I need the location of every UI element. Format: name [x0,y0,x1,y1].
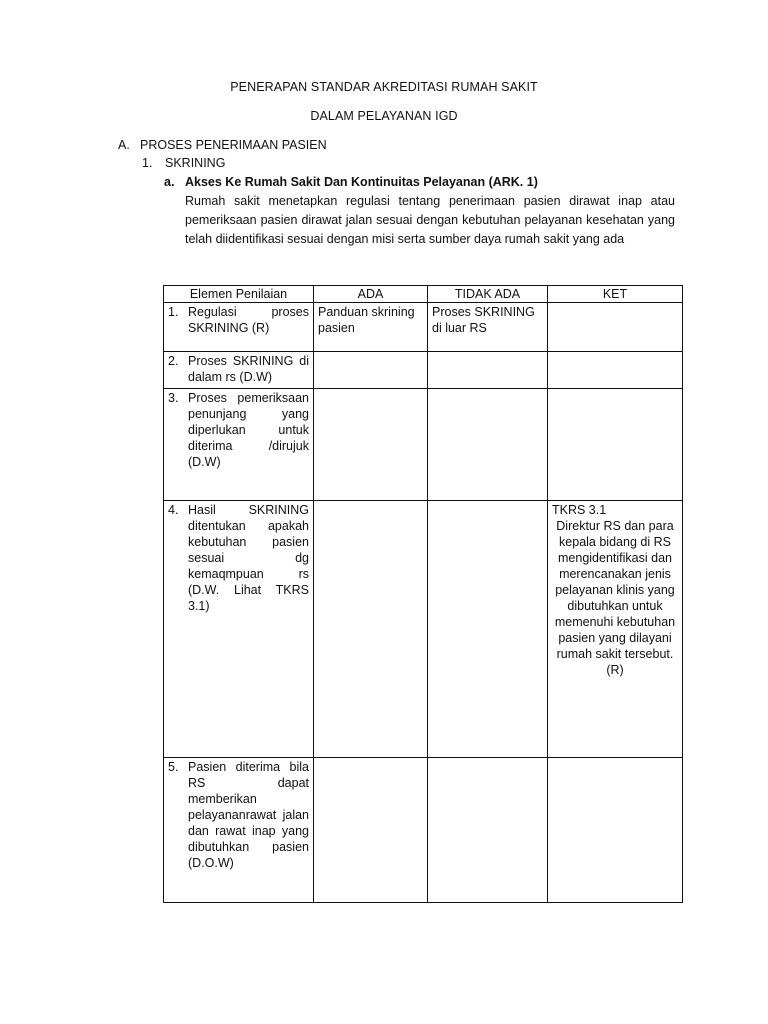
cell-tidak-ada [428,389,548,501]
subsection-1-label: SKRINING [165,156,226,170]
cell-ada [314,389,428,501]
cell-elemen [164,303,314,352]
table-row [164,758,683,903]
header-elemen-penilaian: Elemen Penilaian [164,286,314,303]
ket-text: Direktur RS dan para kepala bidang di RS mengidentifikasi dan merencanakan jenis pelayanan klinis yang dibutuhkan untuk memenuhi kebutuhan pasien yang dilayani rumah sakit tersebut. (R) [554,519,676,677]
row-number: 4. [168,503,179,517]
row-number: 1. [168,305,179,319]
cell-ket [548,352,683,389]
cell-elemen [164,758,314,903]
header-ket: KET [548,286,683,303]
cell-tidak-ada [428,501,548,758]
elemen-text: Pasien diterima bila RS dapat memberikan pelayananrawat jalan dan rawat inap yang dibutuhkan pasien (D.O.W) [188,760,309,870]
document-title-line-1: PENERAPAN STANDAR AKREDITASI RUMAH SAKIT [230,80,538,94]
table-header-row [164,286,683,303]
cell-tidak-ada [428,352,548,389]
elemen-text: Regulasi proses SKRINING (R) [188,305,309,335]
header-tidak-ada: TIDAK ADA [428,286,548,303]
subsection-1-number: 1. [142,156,153,170]
elemen-text: Proses SKRINING di dalam rs (D.W) [188,354,309,384]
document-title-line-2: DALAM PELAYANAN IGD [310,109,458,123]
header-ada: ADA [314,286,428,303]
standard-description-paragraph: Rumah sakit menetapkan regulasi tentang penerimaan pasien dirawat inap atau pemeriksaan pasien dirawat jalan sesuai dengan kebutuhan pelayanan kesehatan yang telah diidentifikasi sesuai dengan misi serta sumber daya rumah sakit yang ada [185,194,675,246]
table-row [164,501,683,758]
ket-reference: TKRS 3.1 [552,503,607,517]
section-a-label: PROSES PENERIMAAN PASIEN [140,138,327,152]
subsection-a-number: a. [164,175,175,189]
cell-ket [548,303,683,352]
section-a-number: A. [118,138,130,152]
subsection-a-label: Akses Ke Rumah Sakit Dan Kontinuitas Pelayanan (ARK. 1) [185,175,538,189]
cell-elemen [164,352,314,389]
cell-ada [314,352,428,389]
elemen-text: Proses pemeriksaan penunjang yang diperlukan untuk diterima /dirujuk (D.W) [188,391,309,469]
row-number: 3. [168,391,179,405]
row-number: 5. [168,760,179,774]
cell-ada: Panduan skrining pasien [314,303,428,352]
cell-tidak-ada [428,758,548,903]
cell-ket [548,389,683,501]
assessment-table [163,285,683,903]
cell-ket [548,501,683,758]
row-number: 2. [168,354,179,368]
cell-elemen [164,501,314,758]
table-row [164,352,683,389]
elemen-text: Hasil SKRINING ditentukan apakah kebutuhan pasien sesuai dg kemaqmpuan rs (D.W. Lihat TKRS 3.1) [188,503,309,613]
cell-ada [314,501,428,758]
cell-tidak-ada: Proses SKRINING di luar RS [428,303,548,352]
table-row [164,303,683,352]
table-row [164,389,683,501]
cell-elemen [164,389,314,501]
cell-ada [314,758,428,903]
cell-ket [548,758,683,903]
